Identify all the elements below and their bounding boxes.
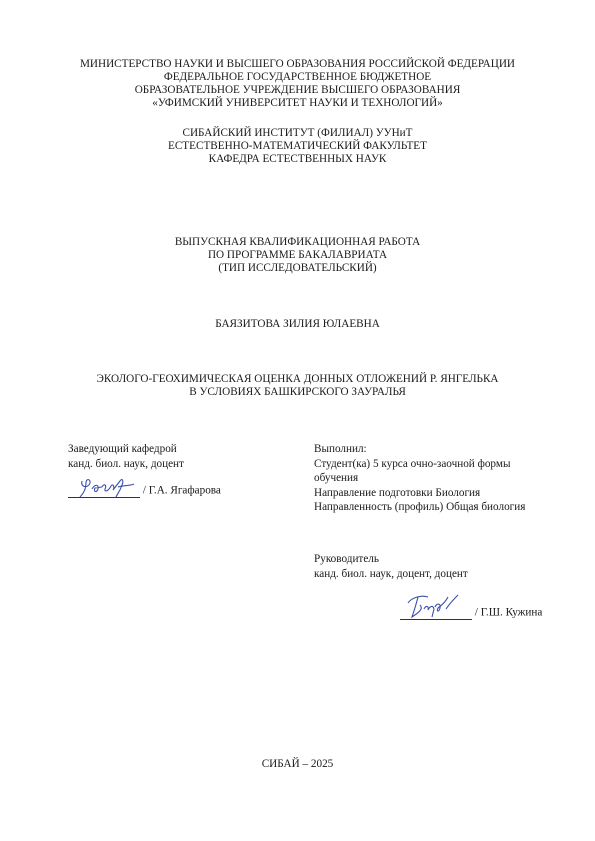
work-type-line: (ТИП ИССЛЕДОВАТЕЛЬСКИЙ) [218,262,377,274]
supervisor-role: Руководитель [314,553,379,565]
institute-line: СИБАЙСКИЙ ИНСТИТУТ (ФИЛИАЛ) УУНиТ [182,127,413,139]
head-of-department-block [68,442,221,498]
supervisor-signature-name: / Г.Ш. Кужина [474,606,543,619]
student-course: Студент(ка) 5 курса очно-заочной формы [314,457,511,470]
author-name-text: БАЯЗИТОВА ЗИЛИЯ ЮЛАЕВНА [215,318,380,330]
signature-image [402,591,466,621]
ministry-header [0,58,595,110]
work-type-line: ПО ПРОГРАММЕ БАКАЛАВРИАТА [207,249,388,261]
header-line: «УФИМСКИЙ УНИВЕРСИТЕТ НАУКИ И ТЕХНОЛОГИЙ» [152,97,443,109]
work-type-line: ВЫПУСКНАЯ КВАЛИФИКАЦИОННАЯ РАБОТА [174,236,421,248]
signature-line [68,483,140,498]
work-type [0,236,595,275]
thesis-title [0,373,595,399]
institute-line: КАФЕДРА ЕСТЕСТВЕННЫХ НАУК [208,153,387,165]
signature-image [78,475,138,499]
head-role: Заведующий кафедрой [68,443,177,455]
city-year-footer: СИБАЙ – 2025 [261,758,334,770]
title-line: ЭКОЛОГО-ГЕОХИМИЧЕСКАЯ ОЦЕНКА ДОННЫХ ОТЛОЖЕНИЙ Р. ЯНГЕЛЬКА [96,373,499,385]
header-line: ОБРАЗОВАТЕЛЬНОЕ УЧРЕЖДЕНИЕ ВЫСШЕГО ОБРАЗОВАНИЯ [134,84,461,96]
author-name [0,318,595,331]
title-line: В УСЛОВИЯХ БАШКИРСКОГО ЗАУРАЛЬЯ [189,386,406,398]
student-performed: Выполнил: [314,443,367,455]
student-block [314,442,525,515]
student-direction: Направление подготовки Биология [314,486,481,499]
header-line: МИНИСТЕРСТВО НАУКИ И ВЫСШЕГО ОБРАЗОВАНИЯ РОССИЙСКОЙ ФЕДЕРАЦИИ [79,58,515,70]
institute-line: ЕСТЕСТВЕННО-МАТЕМАТИЧЕСКИЙ ФАКУЛЬТЕТ [168,140,427,152]
header-line: ФЕДЕРАЛЬНОЕ ГОСУДАРСТВЕННОЕ БЮДЖЕТНОЕ [163,71,432,83]
supervisor-block [314,552,542,620]
supervisor-signature-row [400,605,542,620]
head-degree: канд. биол. наук, доцент [68,457,184,470]
signature-line [400,605,472,620]
student-form: обучения [314,472,359,484]
head-signature-row [68,483,221,498]
institute-header [0,127,595,166]
head-signature-name: / Г.А. Ягафарова [142,484,221,497]
student-profile: Направленность (профиль) Общая биология [314,501,526,513]
supervisor-degree: канд. биол. наук, доцент, доцент [314,567,468,580]
